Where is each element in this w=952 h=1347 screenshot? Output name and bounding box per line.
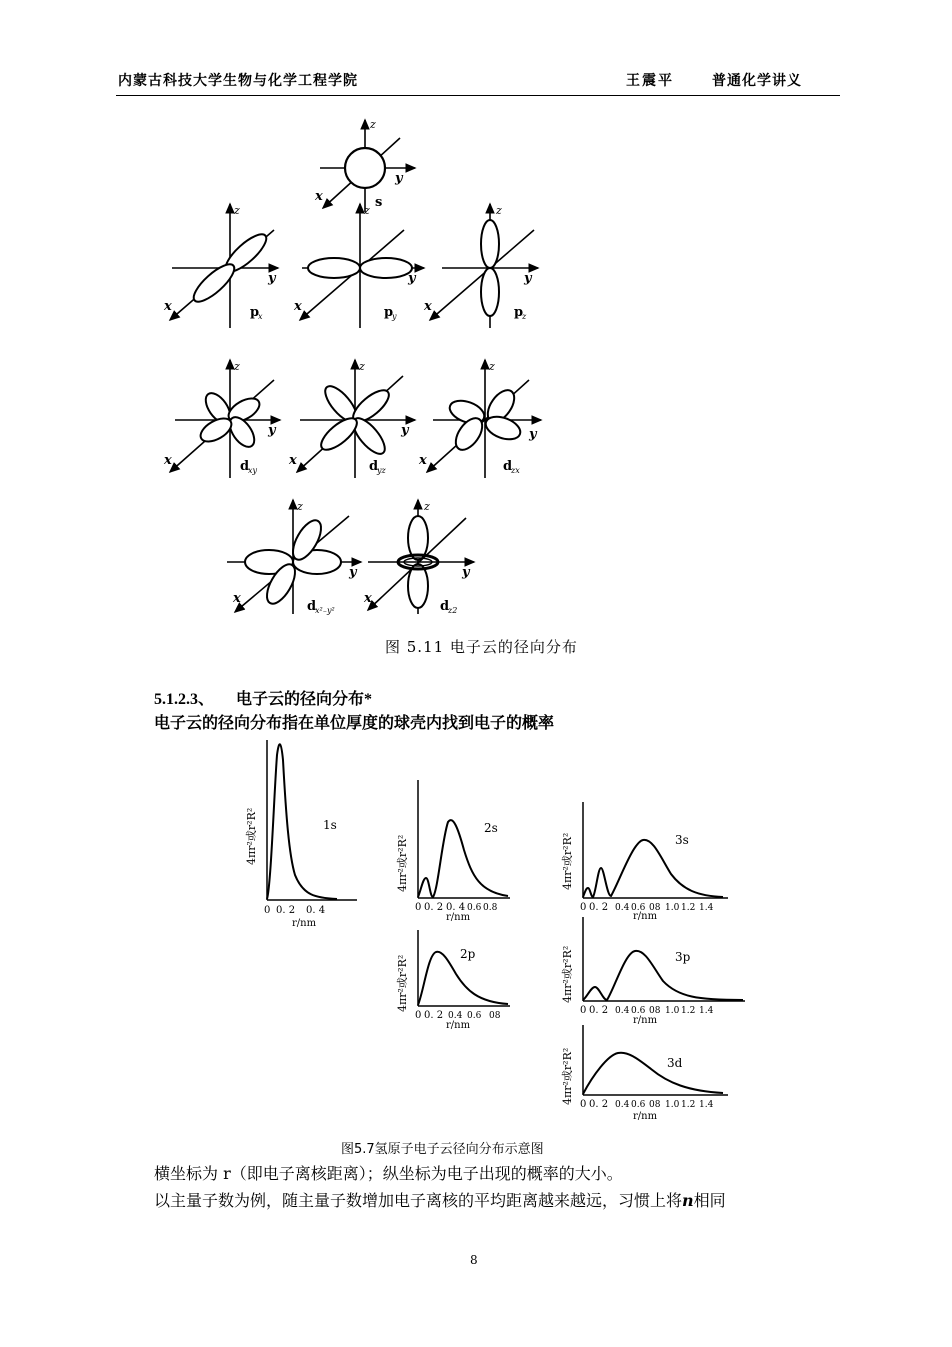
orbital-label-dxz: zx <box>511 466 520 475</box>
axis-z-label: z <box>424 500 430 513</box>
tick-label: 1.0 <box>665 1100 680 1110</box>
panel-label: 2p <box>460 947 476 961</box>
orbital-pz <box>423 204 538 328</box>
orbital-dxy <box>163 360 280 478</box>
axis-z-label: z <box>297 500 303 513</box>
tick-label: 0.4 <box>448 1011 463 1021</box>
body-paragraph-2 <box>154 1188 726 1211</box>
axis-x-label: x <box>315 189 323 204</box>
axis-y-label: y <box>268 271 276 286</box>
orbital-label-s: s <box>375 195 383 210</box>
axis-z-label: z <box>234 360 240 373</box>
x-axis-label: r/nm <box>633 1015 658 1026</box>
orbital-py <box>293 204 424 328</box>
axis-y-label: y <box>529 427 537 442</box>
orbital-dx2y2 <box>227 500 361 615</box>
panel-3s <box>561 802 728 922</box>
tick-label: 08 <box>649 1006 661 1016</box>
orbital-letter: d <box>440 599 450 614</box>
orbital-label-px: x <box>258 312 263 321</box>
tick-label: 1.4 <box>699 1006 714 1016</box>
tick-label: 0. 4 <box>446 902 466 913</box>
tick-label: 0. 2 <box>589 1099 609 1110</box>
tick-label: 08 <box>489 1011 501 1021</box>
x-axis-label: r/nm <box>446 1020 471 1031</box>
section-number: 5.1.2.3、 <box>154 691 215 708</box>
panel-label: 2s <box>484 821 498 835</box>
quantum-number-symbol: n <box>682 1191 694 1210</box>
orbital-label-dyz: yz <box>377 466 386 475</box>
tick-label: 1.4 <box>699 1100 714 1110</box>
axis-y-label: y <box>462 565 470 580</box>
tick-label: 1.2 <box>681 903 696 913</box>
tick-label: 0.6 <box>467 1011 482 1021</box>
orbital-letter: d <box>240 459 250 474</box>
orbital-letter: p <box>514 305 524 320</box>
tick-label: 0. 2 <box>424 902 444 913</box>
x-axis-label: r/nm <box>446 912 471 923</box>
axis-x-label: x <box>233 591 241 606</box>
tick-label: 0.6 <box>631 1006 646 1016</box>
tick-label: 1.0 <box>665 1006 680 1016</box>
tick-label: 0. 2 <box>589 1005 609 1016</box>
orbital-label-py: y <box>392 312 397 321</box>
y-axis-label: 4πr²或r²R² <box>396 954 409 1012</box>
axis-z-label: z <box>234 204 240 217</box>
axis-x-label: x <box>424 299 432 314</box>
orbital-dz2 <box>363 500 474 615</box>
header-author: 王震平 <box>626 73 674 89</box>
orbital-shapes-figure <box>150 110 550 620</box>
orbital-letter: p <box>250 305 260 320</box>
axis-z-label: z <box>370 118 376 131</box>
tick-label: 1.0 <box>665 903 680 913</box>
panel-label: 3s <box>675 833 689 847</box>
header-course: 普通化学讲义 <box>712 73 802 89</box>
axis-y-label: y <box>268 423 276 438</box>
body-text: 以主量子数为例，随主量子数增加电子离核的平均距离越来越远，习惯上将 <box>154 1191 683 1210</box>
orbital-px <box>163 204 278 328</box>
tick-label: 0.4 <box>615 903 630 913</box>
x-axis-label: r/nm <box>292 918 317 929</box>
tick-label: 0 <box>580 1099 587 1110</box>
tick-label: 0 <box>264 905 271 916</box>
tick-label: 0.8 <box>483 903 498 913</box>
axis-y-label: y <box>349 565 357 580</box>
tick-label: 0 <box>415 902 422 913</box>
axis-z-label: z <box>496 204 502 217</box>
panel-2s <box>396 780 510 923</box>
body-paragraph-1: 横坐标为 r（即电子离核距离）；纵坐标为电子出现的概率的大小。 <box>154 1164 623 1183</box>
tick-label: 0. 2 <box>589 902 609 913</box>
x-axis-label: r/nm <box>633 911 658 922</box>
tick-label: 0. 2 <box>424 1010 444 1021</box>
tick-label: 0 <box>415 1010 422 1021</box>
axis-x-label: x <box>419 453 427 468</box>
orbital-label-dxy: xy <box>248 466 258 475</box>
tick-label: 08 <box>649 1100 661 1110</box>
orbital-letter: d <box>503 459 513 474</box>
tick-label: 0.4 <box>615 1100 630 1110</box>
panel-label: 3p <box>675 950 691 964</box>
x-axis-label: r/nm <box>633 1111 658 1122</box>
orbital-letter: d <box>369 459 379 474</box>
y-axis-label: 4πr²或r²R² <box>245 807 258 865</box>
header-rule <box>116 95 840 96</box>
tick-label: 0.6 <box>467 903 482 913</box>
section-title: 电子云的径向分布* <box>236 691 373 708</box>
orbital-dyz <box>288 360 415 478</box>
panel-1s <box>245 740 357 929</box>
orbital-label-dz2: z2 <box>448 606 458 615</box>
axis-y-label: y <box>401 423 409 438</box>
axis-z-label: z <box>489 360 495 373</box>
header-institution: 内蒙古科技大学生物与化学工程学院 <box>118 73 358 89</box>
page-number: 8 <box>470 1253 478 1267</box>
orbital-label-pz: z <box>522 312 527 321</box>
y-axis-label: 4πr²或r²R² <box>561 945 574 1003</box>
tick-label: 0.6 <box>631 903 646 913</box>
axis-y-label: y <box>395 171 403 186</box>
panel-label: 3d <box>667 1056 683 1070</box>
radial-distribution-figure <box>245 735 755 1135</box>
tick-label: 1.2 <box>681 1100 696 1110</box>
orbital-label-dx2y2: x²₋y² <box>315 606 335 615</box>
axis-x-label: x <box>294 299 302 314</box>
axis-x-label: x <box>164 299 172 314</box>
tick-label: 1.2 <box>681 1006 696 1016</box>
orbital-letter: p <box>384 305 394 320</box>
tick-label: 0. 4 <box>306 905 326 916</box>
axis-y-label: y <box>408 271 416 286</box>
panel-2p <box>396 930 510 1031</box>
panel-3p <box>561 917 745 1026</box>
tick-label: 0 <box>580 1005 587 1016</box>
axis-x-label: x <box>364 591 372 606</box>
body-text: 相同 <box>693 1191 726 1210</box>
figure-caption-radial: 图5.7氢原子电子云径向分布示意图 <box>341 1142 544 1157</box>
tick-label: 0. 2 <box>276 905 296 916</box>
panel-3d <box>561 1025 728 1122</box>
figure-caption-orbitals: 图 5.11 电子云的径向分布 <box>385 638 578 656</box>
axis-z-label: z <box>359 360 365 373</box>
y-axis-label: 4πr²或r²R² <box>561 832 574 890</box>
axis-z-label: z <box>364 204 370 217</box>
orbital-letter: d <box>307 599 317 614</box>
tick-label: 0.6 <box>631 1100 646 1110</box>
axis-y-label: y <box>524 271 532 286</box>
tick-label: 1.4 <box>699 903 714 913</box>
tick-label: 0 <box>580 902 587 913</box>
y-axis-label: 4πr²或r²R² <box>396 834 409 892</box>
orbital-dxz <box>418 360 541 478</box>
section-definition: 电子云的径向分布指在单位厚度的球壳内找到电子的概率 <box>154 713 555 732</box>
section-heading <box>154 686 372 709</box>
tick-label: 08 <box>649 903 661 913</box>
orbital-s <box>314 118 415 212</box>
tick-label: 0.4 <box>615 1006 630 1016</box>
axis-x-label: x <box>289 453 297 468</box>
panel-label: 1s <box>323 818 337 832</box>
axis-x-label: x <box>164 453 172 468</box>
y-axis-label: 4πr²或r²R² <box>561 1047 574 1105</box>
